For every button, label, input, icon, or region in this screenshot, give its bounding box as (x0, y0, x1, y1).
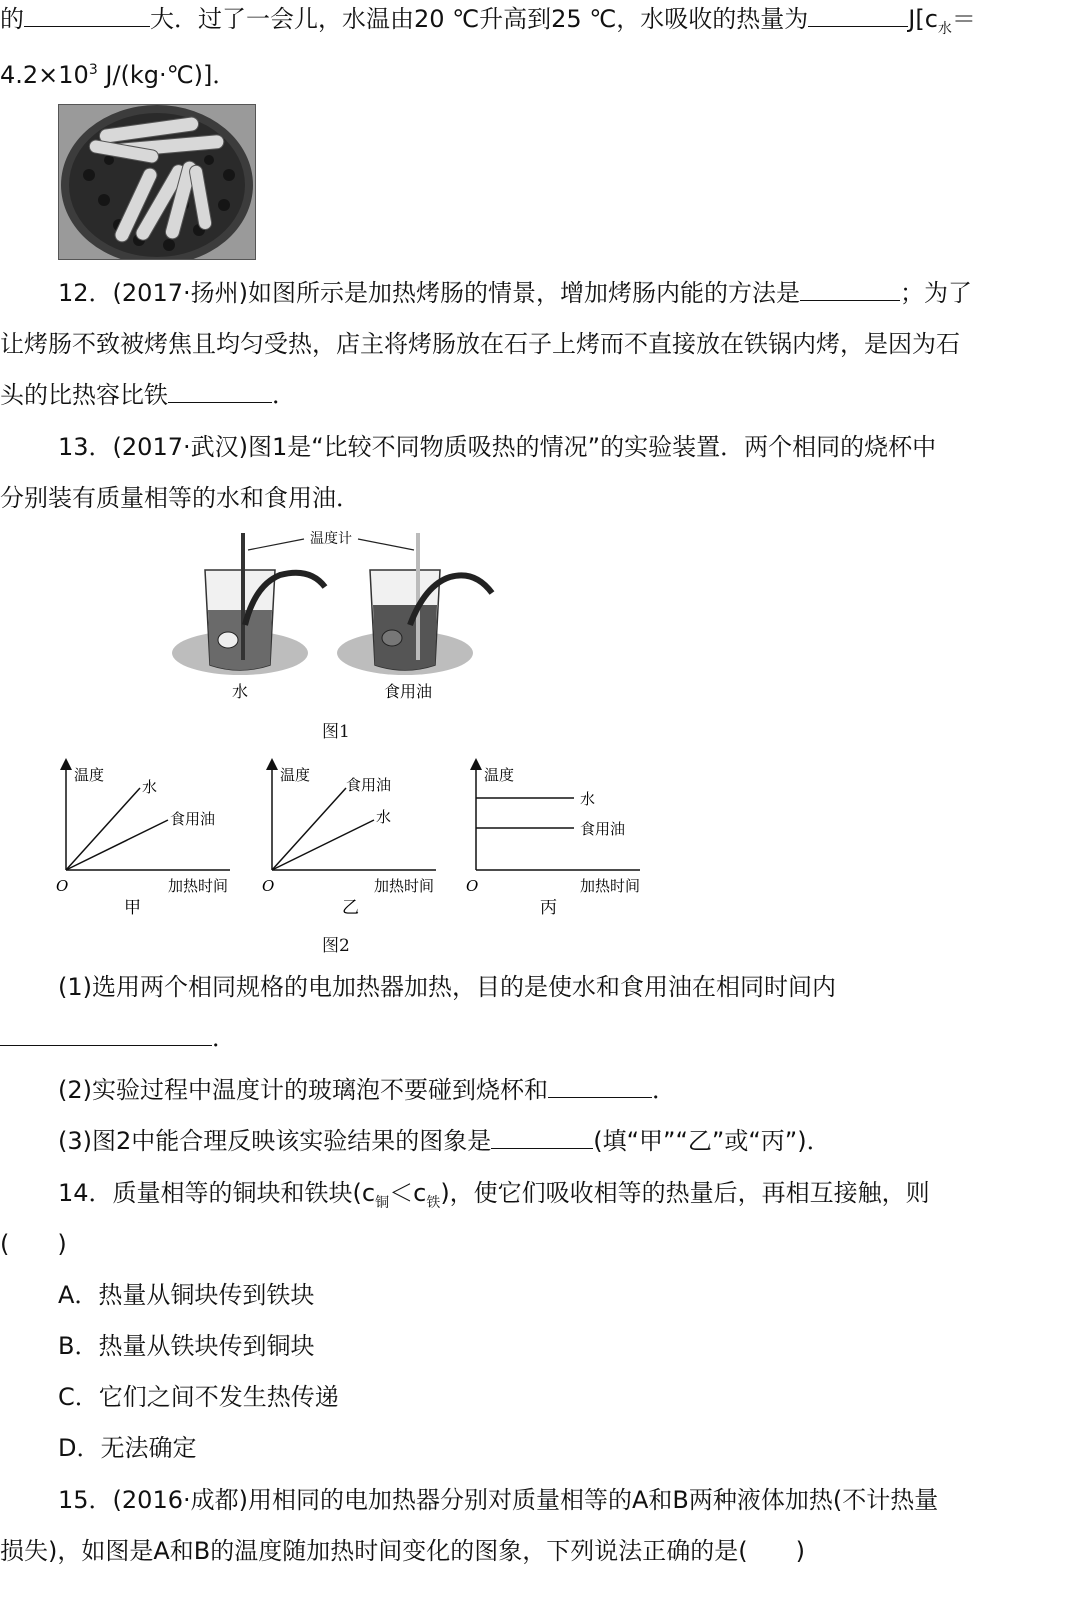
q12-blank-2[interactable] (168, 380, 272, 403)
jia-oil-line (66, 820, 168, 870)
graph-jia (56, 764, 230, 918)
q13-line-1: 13．(2017·武汉)图1是“比较不同物质吸热的情况”的实验装置．两个相同的烧杯中 (58, 433, 937, 461)
q14-text-c: )，使它们吸收相等的热量后，再相互接触，则 (440, 1179, 930, 1207)
q11-formula-b: J/(kg·℃)]． (97, 61, 237, 89)
q15-line-2: 损失)，如图是A和B的温度随加热时间变化的图象，下列说法正确的是( ) (0, 1537, 805, 1565)
q11-formula-exp: 3 (88, 62, 98, 78)
yi-origin: O (262, 877, 275, 895)
q14-text-b: ＜c (389, 1179, 427, 1207)
figure-2-caption: 图2 (322, 936, 350, 956)
q14-option-d[interactable]: D．无法确定 (58, 1434, 197, 1462)
jia-ylabel: 温度 (74, 766, 105, 784)
q11-formula-a: 4.2×10 (0, 61, 89, 89)
q13-line-2: 分别装有质量相等的水和食用油． (0, 484, 360, 512)
q13-blank-2[interactable] (548, 1075, 652, 1098)
q11-blank-2[interactable] (808, 4, 908, 27)
bing-name: 丙 (540, 898, 557, 918)
yi-top-label: 食用油 (346, 776, 392, 794)
q13-blank-3[interactable] (491, 1126, 593, 1149)
q11-blank-1[interactable] (24, 4, 150, 27)
sausage-illustration (59, 105, 255, 259)
q13-part-1: (1)选用两个相同规格的电加热器加热，目的是使水和食用油在相同时间内 (58, 973, 836, 1001)
q12-line-2: 让烤肠不致被烤焦且均匀受热，店主将烤肠放在石子上烤而不直接放在铁锅内烤，是因为石 (0, 330, 960, 358)
q11-text-a: 的 (0, 5, 24, 33)
q14-answer-paren[interactable]: ( ) (0, 1230, 67, 1258)
jia-bottom-label: 食用油 (170, 810, 216, 828)
bing-ylabel: 温度 (484, 766, 515, 784)
q14-text-a: 14．质量相等的铜块和铁块(c (58, 1179, 376, 1207)
q13-part-2 (0, 1075, 1080, 1105)
thermometer-label: 温度计 (310, 531, 352, 547)
q13-part-3 (0, 1126, 1080, 1156)
bing-origin: O (466, 877, 479, 895)
q12-text-c: 头的比热容比铁 (0, 381, 168, 409)
yi-oil-line (272, 788, 346, 870)
bing-xlabel: 加热时间 (580, 877, 641, 895)
q12-text-d: ． (272, 381, 296, 409)
yi-water-line (272, 820, 374, 870)
sausage-photo (58, 104, 256, 260)
q11-sub-water: 水 (937, 20, 952, 37)
q12-blank-1[interactable] (800, 278, 900, 301)
yi-bottom-label: 水 (376, 808, 392, 826)
q11-line-2 (0, 55, 1080, 90)
q13-part-1-answer (0, 1023, 1080, 1053)
q12-text-a: 12．(2017·扬州)如图所示是加热烤肠的情景，增加烤肠内能的方法是 (58, 279, 800, 307)
jia-name: 甲 (124, 898, 141, 918)
yi-name: 乙 (342, 898, 359, 918)
q13-p2-end: ． (652, 1076, 676, 1104)
q13-blank-1[interactable] (0, 1023, 212, 1046)
q14-option-b[interactable]: B．热量从铁块传到铜块 (58, 1332, 315, 1360)
q12-line-3 (0, 380, 1080, 410)
q14-sub-iron: 铁 (426, 1194, 441, 1211)
q13-p3-end: (填“甲”“乙”或“丙”)． (593, 1127, 831, 1155)
figure-1-apparatus (170, 525, 520, 725)
oil-label: 食用油 (384, 682, 433, 701)
jia-water-line (66, 788, 140, 870)
q11-line-1 (0, 4, 1080, 44)
q11-text-c: J[c (908, 5, 938, 33)
q14-sub-copper: 铜 (375, 1194, 390, 1211)
jia-xlabel: 加热时间 (168, 877, 229, 895)
q14-option-a[interactable]: A．热量从铜块传到铁块 (58, 1281, 315, 1309)
q13-p2-text: (2)实验过程中温度计的玻璃泡不要碰到烧杯和 (58, 1076, 548, 1104)
jia-origin: O (56, 877, 69, 895)
graph-yi (262, 764, 436, 918)
jia-top-label: 水 (142, 778, 158, 796)
q13-p1-end: ． (212, 1024, 236, 1052)
yi-ylabel: 温度 (280, 766, 311, 784)
q11-text-b: 大．过了一会儿，水温由20 ℃升高到25 ℃，水吸收的热量为 (150, 5, 809, 33)
figure-2-graphs (50, 758, 670, 928)
q12-line-1 (0, 278, 1080, 308)
q15-line-1: 15．(2016·成都)用相同的电加热器分别对质量相等的A和B两种液体加热(不计热量 (58, 1486, 939, 1514)
yi-xlabel: 加热时间 (374, 877, 435, 895)
graph-bing (466, 764, 640, 918)
q12-text-b: ；为了 (899, 279, 972, 307)
q14-option-c[interactable]: C．它们之间不发生热传递 (58, 1383, 339, 1411)
q11-text-d: ＝ (951, 5, 976, 33)
q14-line-1 (0, 1178, 1080, 1218)
bing-top-label: 水 (580, 790, 596, 808)
figure-1-caption: 图1 (322, 722, 350, 742)
water-label: 水 (232, 682, 249, 701)
q13-p3-text: (3)图2中能合理反映该实验结果的图象是 (58, 1127, 492, 1155)
bing-bottom-label: 食用油 (580, 820, 626, 838)
